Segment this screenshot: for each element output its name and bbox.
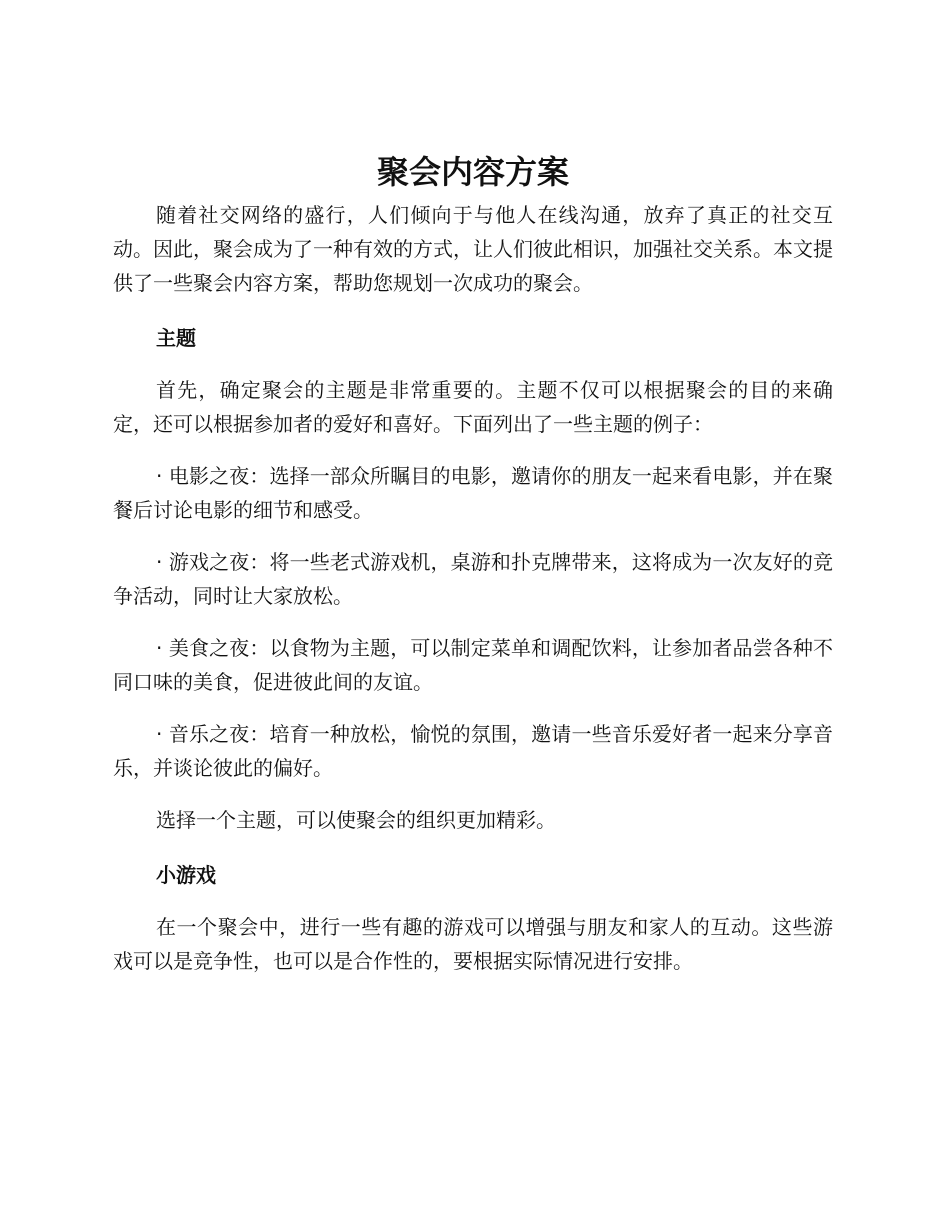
section-heading-theme: 主题	[156, 326, 196, 350]
section-heading-mini-games: 小游戏	[156, 863, 216, 887]
theme-list-item-food-night: · 美食之夜：以食物为主题，可以制定菜单和调配饮料，让参加者品尝各种不同口味的美食，促进彼此间的友谊。	[113, 636, 833, 694]
theme-list-item-game-night: · 游戏之夜：将一些老式游戏机，桌游和扑克牌带来，这将成为一次友好的竞争活动，同时让大家放松。	[113, 550, 833, 608]
intro-paragraph: 随着社交网络的盛行，人们倾向于与他人在线沟通，放弃了真正的社交互动。因此，聚会成为了一种有效的方式，让人们彼此相识，加强社交关系。本文提供了一些聚会内容方案，帮助您规划一次成功的聚会。	[113, 203, 833, 295]
theme-paragraph-summary: 选择一个主题，可以使聚会的组织更加精彩。	[156, 808, 556, 832]
mini-games-paragraph: 在一个聚会中，进行一些有趣的游戏可以增强与朋友和家人的互动。这些游戏可以是竞争性，也可以是合作性的，要根据实际情况进行安排。	[113, 915, 833, 973]
document-page	[113, 150, 833, 978]
document-title: 聚会内容方案	[376, 153, 569, 191]
theme-list-item-movie-night: · 电影之夜：选择一部众所瞩目的电影，邀请你的朋友一起来看电影，并在聚餐后讨论电影的细节和感受。	[113, 464, 833, 522]
theme-paragraph-1: 首先，确定聚会的主题是非常重要的。主题不仅可以根据聚会的目的来确定，还可以根据参加者的爱好和喜好。下面列出了一些主题的例子：	[113, 378, 833, 436]
theme-list-item-music-night: · 音乐之夜：培育一种放松，愉悦的氛围，邀请一些音乐爱好者一起来分享音乐，并谈论彼此的偏好。	[113, 722, 833, 780]
